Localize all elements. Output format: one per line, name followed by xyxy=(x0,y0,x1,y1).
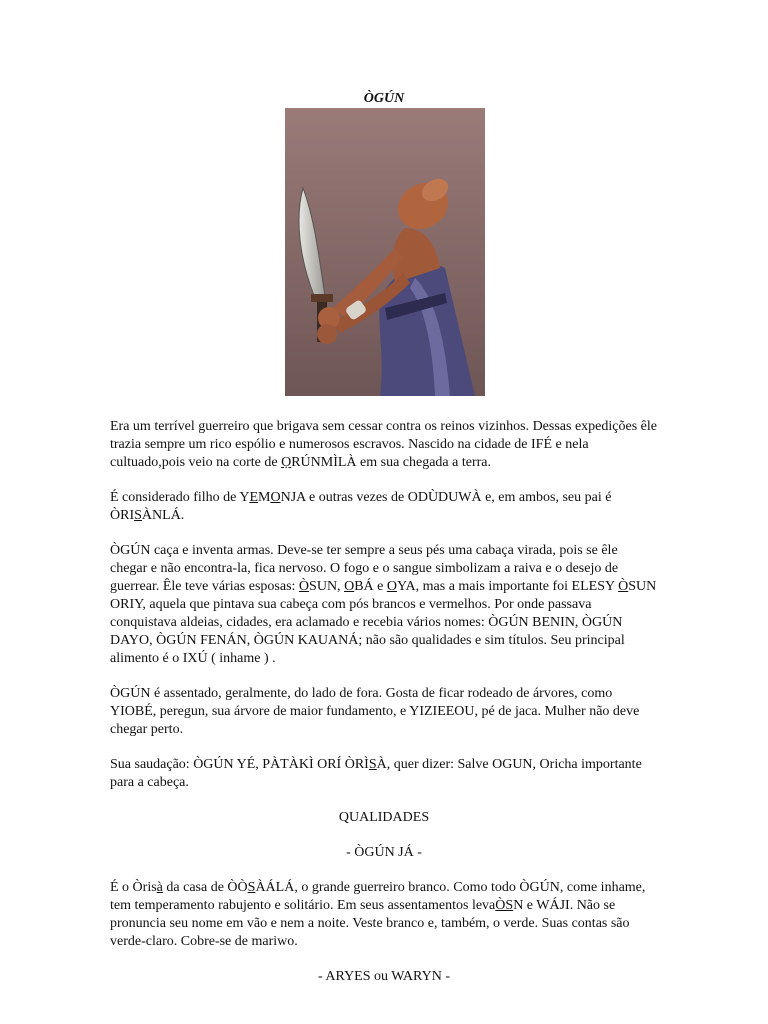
paragraph-parentage: É considerado filho de YEMONJA e outras vezes de ODÙDUWÀ e, em ambos, seu pai é ÒRISÀNLÁ. xyxy=(110,490,612,523)
paragraph-settlement: ÒGÚN é assentado, geralmente, do lado de fora. Gosta de ficar rodeado de árvores, como YIOBÉ, peregun, sua árvore de maior fundamento, e YIZIEEOU, pé de jaca. Mulher não deve chegar perto. xyxy=(110,686,640,737)
paragraph-ogun-ja: É o Òrisà da casa de ÒÒSÀÁLÁ, o grande guerreiro branco. Como todo ÒGÚN, come inhame, tem temperamento rabujento e solitário. Em seus assentamentos levaÒSN e WÁJI. Não se pronuncia seu nome em vão e nem a noite. Veste branco e, também, o verde. Suas contas são verde-claro. Cobre-se de mariwo. xyxy=(110,880,646,949)
page-title: ÒGÚN xyxy=(363,91,405,106)
heading-aryes: - ARYES ou WARYN - xyxy=(318,969,450,984)
ogun-illustration xyxy=(285,108,485,396)
heading-ogun-ja: - ÒGÚN JÁ - xyxy=(346,845,422,860)
paragraph-weapons: ÒGÚN caça e inventa armas. Deve-se ter sempre a seus pés uma cabaça virada, pois se êle chegar e não encontra-la, fica nervoso. O fogo e o sangue simbolizam a raiva e o desejo de guerrear. Êle teve várias esposas: ÒSUN, OBÁ e OYA, mas a mais importante foi ELESY ÒSUN ORIY, aquela que pintava sua cabeça com pós brancos e vermelhos. Por onde passava conquistava aldeias, cidades, era aclamado e recebia vários nomes: ÒGÚN BENIN, ÒGÚN DAYO, ÒGÚN FENÁN, ÒGÚN KAUANÁ; não são qualidades e sim títulos. Seu principal alimento é o IXÚ ( inhame ) . xyxy=(110,543,657,666)
paragraph-greeting: Sua saudação: ÒGÚN YÉ, PÀTÀKÌ ORÍ ÒRÌSÀ, quer dizer: Salve OGUN, Oricha importante para a cabeça. xyxy=(110,757,642,790)
heading-qualidades: QUALIDADES xyxy=(338,810,430,825)
article-body xyxy=(110,418,658,1003)
paragraph-origin: Era um terrível guerreiro que brigava sem cessar contra os reinos vizinhos. Dessas expedições êle trazia sempre um rico espólio e numerosos escravos. Nascido na cidade de IFÉ e nela cultuado,pois veio na corte de ỌRÚNMÌLÀ em sua chegada a terra. xyxy=(110,419,657,470)
